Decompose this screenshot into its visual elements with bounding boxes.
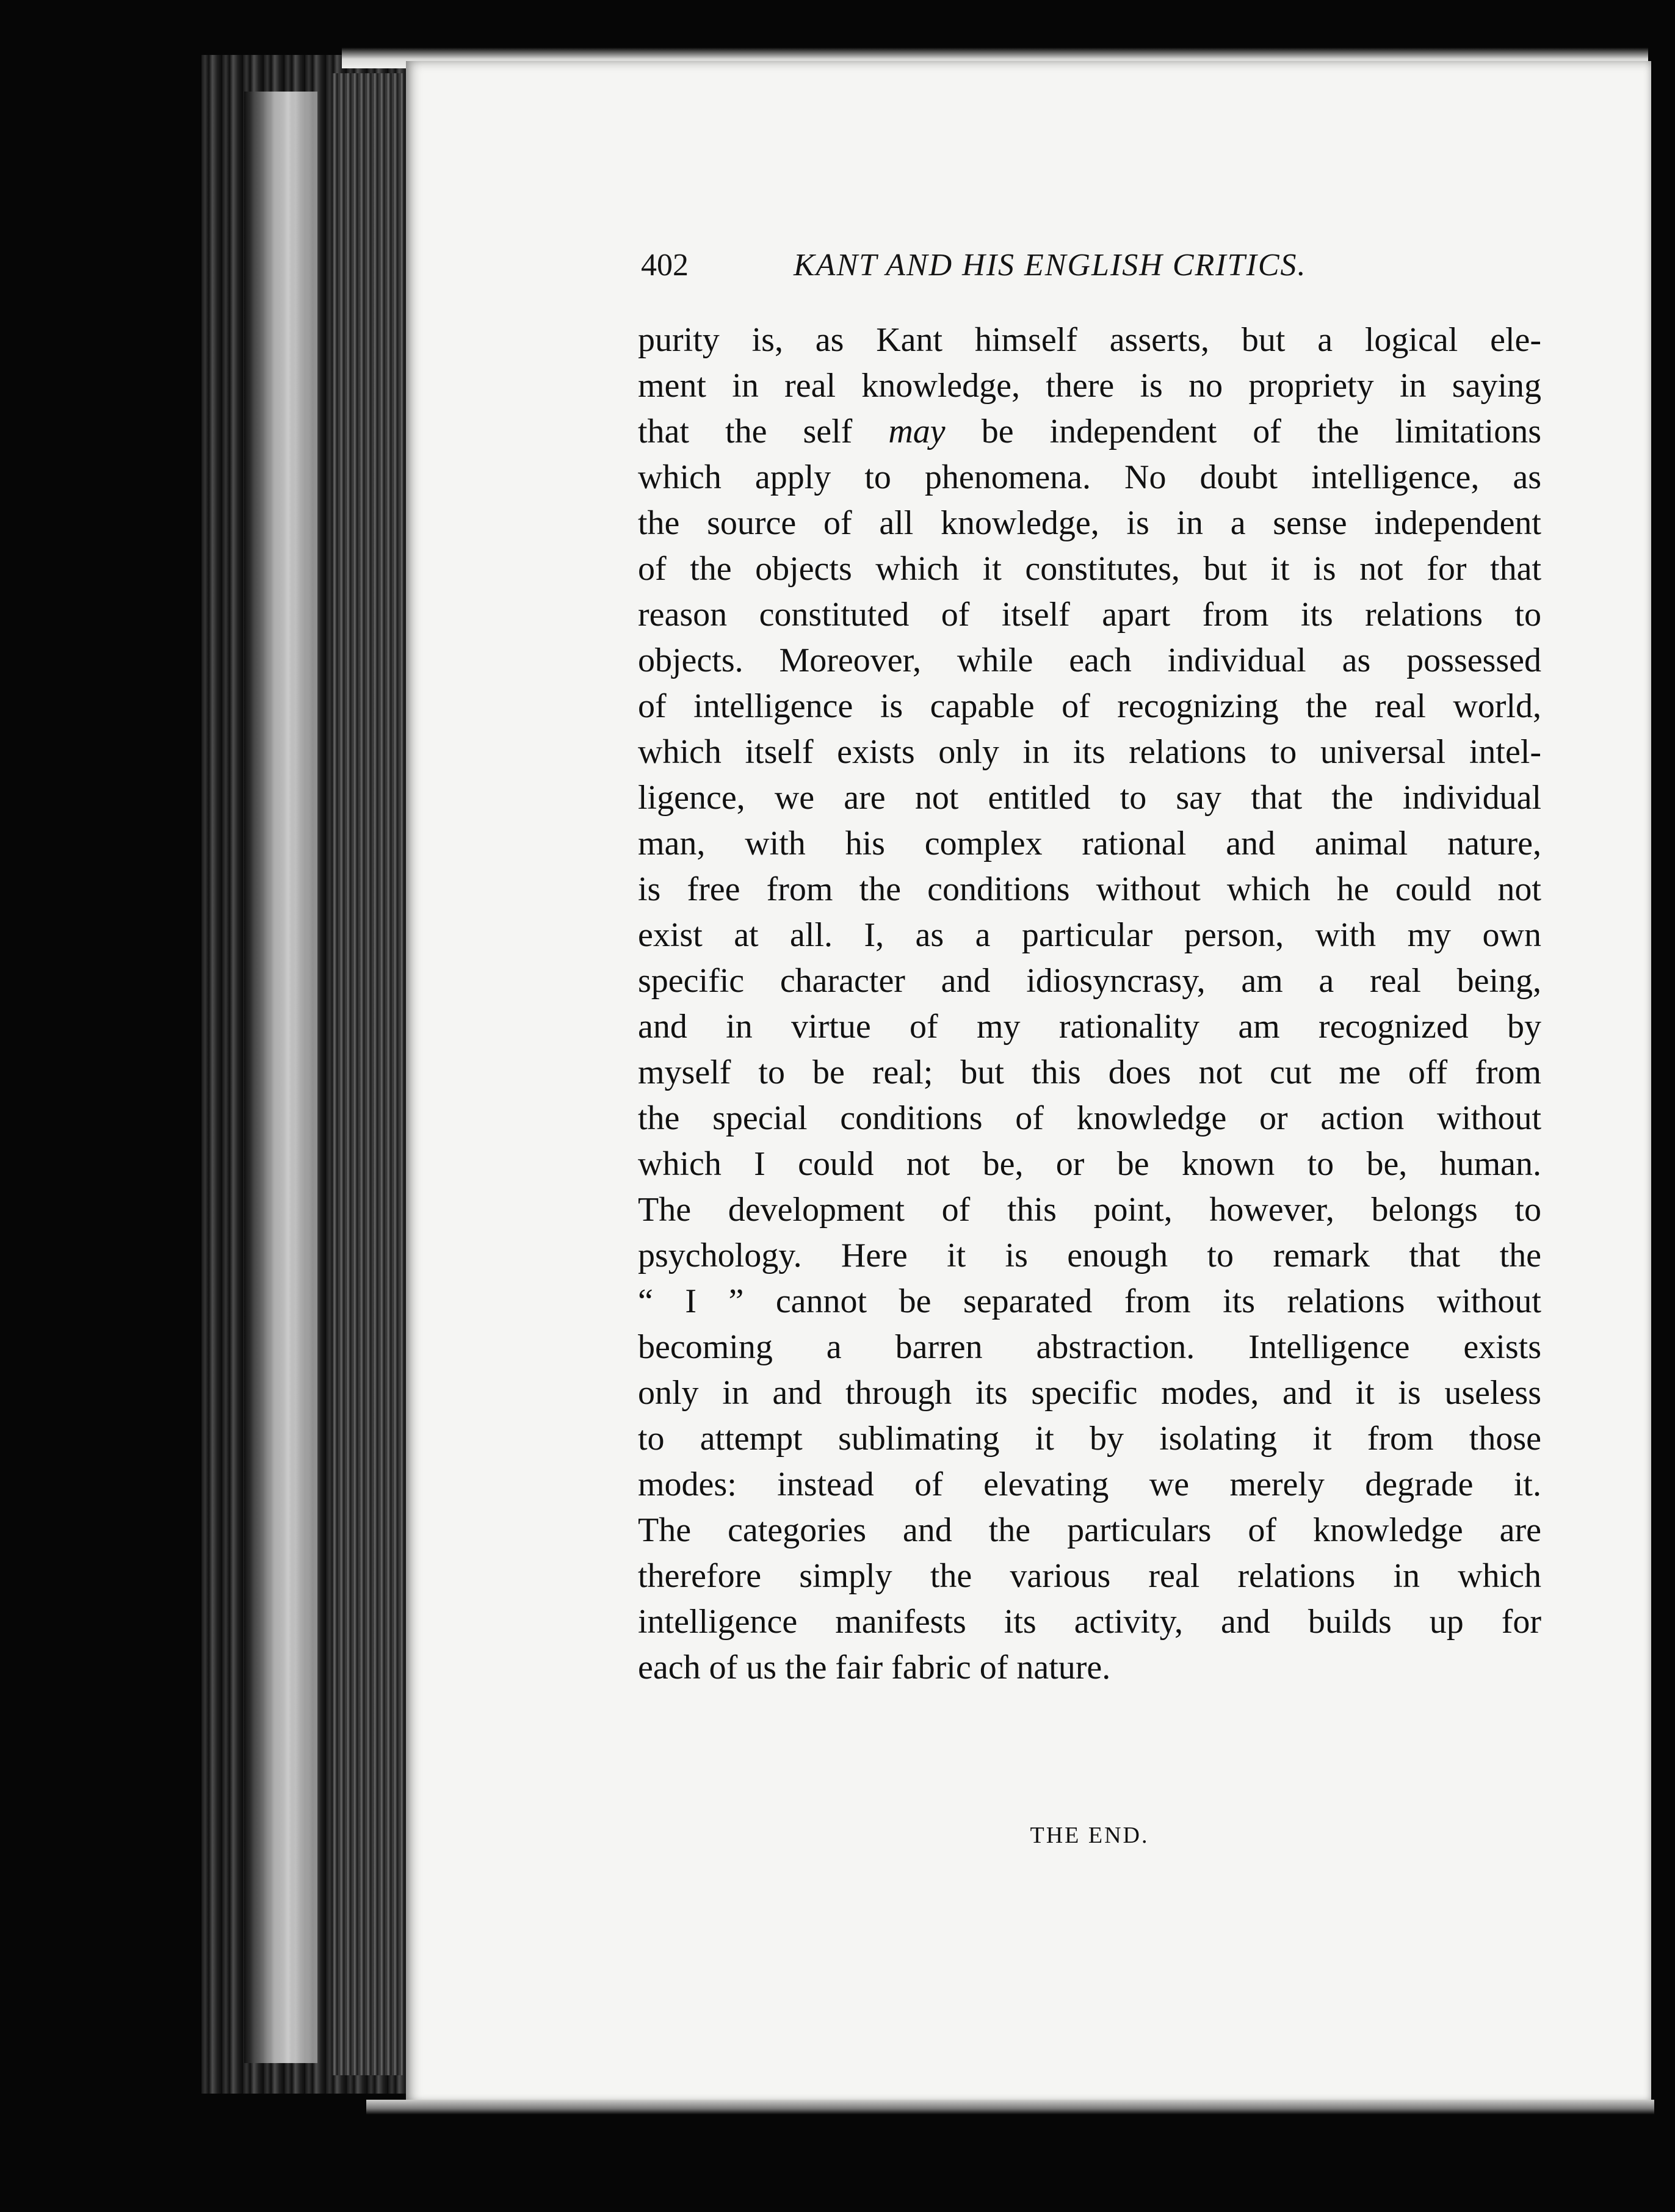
book-page-edge-strip [333,73,403,2075]
text-line: objects. Moreover, while each individual as possessed [638,642,1541,679]
text-line-rest: be independent of the limitations [945,413,1541,450]
text-line-start: that the self [638,413,889,450]
text-line: becoming a barren abstraction. Intelligence exists [638,1328,1541,1366]
text-line: only in and through its specific modes, and it is useless [638,1374,1541,1412]
page-header [641,241,1541,290]
running-head: KANT AND HIS ENGLISH CRITICS. [794,248,1307,283]
text-line: the source of all knowledge, is in a sense independent [638,504,1541,542]
page-number: 402 [641,248,689,283]
text-line [638,409,1541,455]
italic-word: may [888,413,946,450]
text-line: each of us the fair fabric of nature. [638,1649,1111,1686]
text-line: which I could not be, or be known to be, human. [638,1145,1541,1183]
text-line: to attempt sublimating it by isolating it from those [638,1420,1541,1458]
text-line: “ I ” cannot be separated from its relations without [638,1282,1541,1320]
text-line: which apply to phenomena. No doubt intelligence, as [638,458,1541,496]
book-page-edge-highlight [244,92,317,2063]
text-line: man, with his complex rational and animal nature, [638,825,1541,862]
text-line: The development of this point, however, belongs to [638,1191,1541,1229]
text-line: psychology. Here it is enough to remark that the [638,1237,1541,1274]
text-line: myself to be real; but this does not cut me off from [638,1054,1541,1091]
the-end-colophon: THE END. [1030,1823,1149,1848]
text-line: The categories and the particulars of knowledge are [638,1511,1541,1549]
text-line: purity is, as Kant himself asserts, but a logical ele- [638,321,1541,359]
text-line: the special conditions of knowledge or action without [638,1099,1541,1137]
text-line: which itself exists only in its relations to universal intel- [638,733,1541,771]
page-bottom-edge [366,2100,1654,2114]
body-text [638,317,1541,1691]
text-line: ligence, we are not entitled to say that the individual [638,779,1541,817]
text-line: ment in real knowledge, there is no propriety in saying [638,367,1541,405]
text-line: intelligence manifests its activity, and builds up for [638,1603,1541,1641]
text-line: therefore simply the various real relations in which [638,1557,1541,1595]
text-line: specific character and idiosyncrasy, am a real being, [638,962,1541,1000]
text-line: and in virtue of my rationality am recognized by [638,1008,1541,1046]
text-line: reason constituted of itself apart from its relations to [638,596,1541,634]
text-line: of intelligence is capable of recognizing the real world, [638,687,1541,725]
text-line: is free from the conditions without which he could not [638,870,1541,908]
text-line: of the objects which it constitutes, but it is not for that [638,550,1541,588]
text-line: exist at all. I, as a particular person, with my own [638,916,1541,954]
text-line: modes: instead of elevating we merely degrade it. [638,1466,1541,1503]
